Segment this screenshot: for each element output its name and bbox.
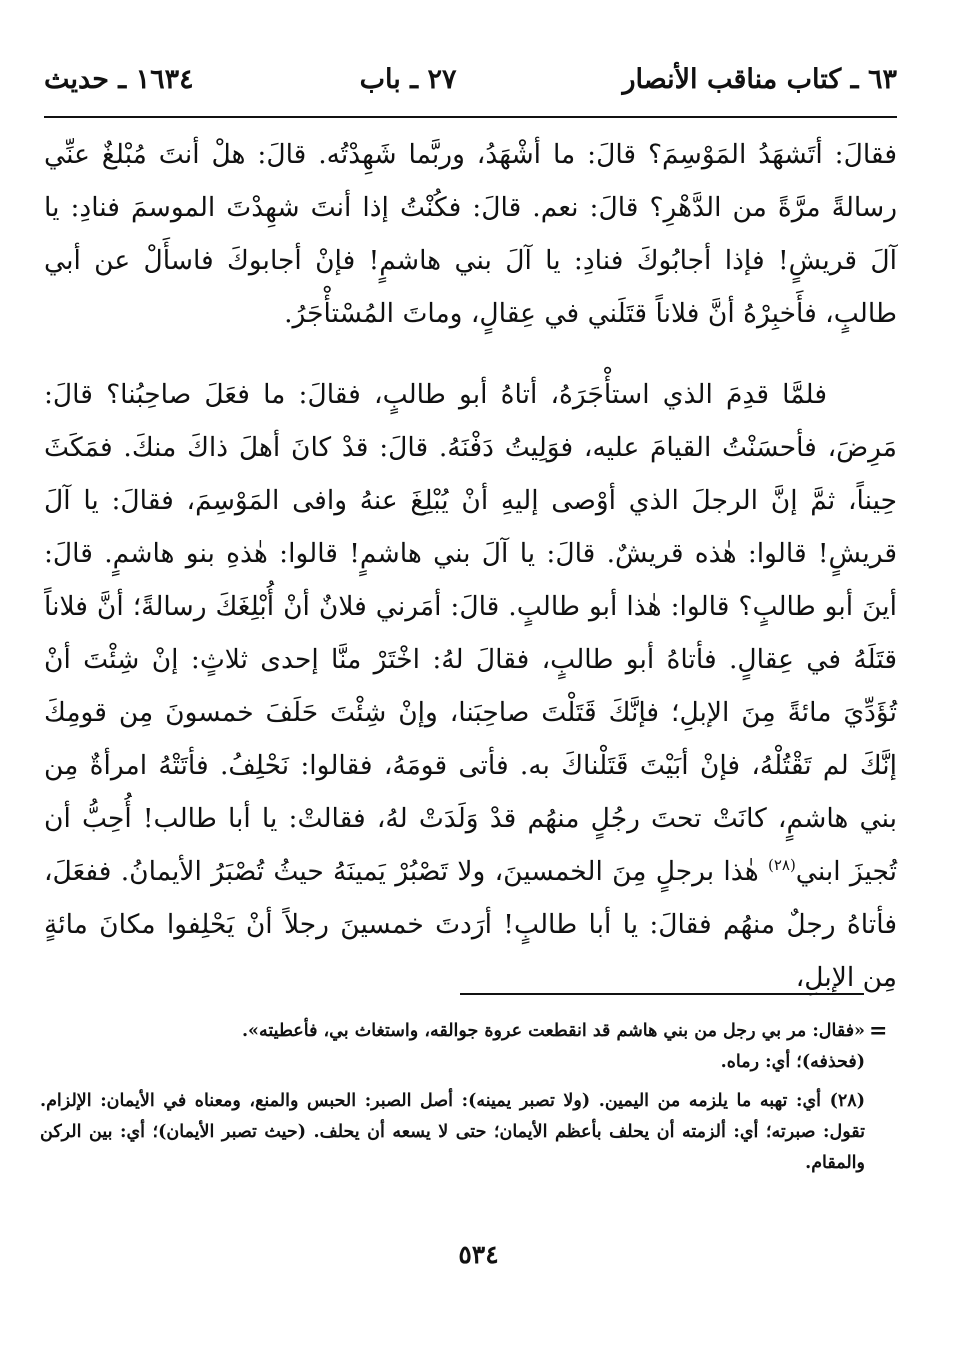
header-hadith-number: ١٦٣٤ ـ حديث (44, 63, 194, 95)
paragraph-1: فقالَ: أتَشهَدُ المَوْسِمَ؟ قالَ: ما أشْهَدُ، وربَّما شَهِدْتُه. قالَ: هلْ أنتَ مُبْلغٌ عنِّي رسالةً مرَّةً من الدَّهْرِ؟ قالَ: نعم. قالَ: فكُنْتُ إذا أنتَ شهِدْتَ الموسمَ فنادِ: يا آلَ قريشٍ! فإذا أجابُوكَ فنادِ: يا آلَ بني هاشمٍ! فإنْ أجابوكَ فاسأَلْ عن أبي طالبٍ، فأَخبِرْهُ أنَّ فلاناً قتَلَني في عِقالٍ، وماتَ المُسْتأْجَرُ. (44, 139, 897, 329)
header-section: ٢٧ ـ باب (359, 63, 457, 95)
footnote-continued-line-1: «فقال: مر بي رجل من بني هاشم قد انقطعت عروة جوالقه، واستغاث بي، فأعطيته». (241, 1021, 865, 1041)
header-divider (44, 116, 897, 118)
page-number: ٥٣٤ (458, 1240, 499, 1269)
paragraph-2 (44, 368, 897, 1004)
footnote-continuation-mark: = (869, 1018, 888, 1044)
footnote-reference-28: (٢٨) (767, 856, 796, 875)
running-header (44, 54, 897, 104)
paragraph-2-continuation: هٰذا برجلٍ مِنَ الخمسينَ، ولا تَصْبُرْ يَمينَهُ حيثُ تُصْبَرُ الأيمانُ. ففعَلَ، فأتاهُ رجلٌ منهُم فقالَ: يا أبا طالبٍ! أرَدتَ خمسينَ رجلاً أنْ يَحْلِفوا مكانَ مائةٍ مِن الإبلِ، (44, 856, 897, 993)
footnotes (40, 1016, 865, 1179)
footnote-28: (٢٨) أي: تهبه ما يلزمه من اليمين. (ولا تصبر يمينه): أصل الصبر: الحبس والمنع، ومعناه في الأيمان: الإلزام. تقول: صبرته؛ أي: ألزمته أن يحلف بأعظم الأيمان؛ حتى لا يسعه أن يحلف. (حيث تصبر الأيمان)؛ أي: بين الركن والمقام. (40, 1091, 865, 1173)
paragraph-2-text: فلمَّا قدِمَ الذي استأْجَرَهُ، أتاهُ أبو طالبٍ، فقالَ: ما فعَلَ صاحِبُنا؟ قالَ: مَرِضَ، فأحسَنْتُ القيامَ عليه، فوَلِيتُ دَفْنَهُ. قالَ: قدْ كانَ أهلَ ذاكَ منكَ. فمَكَثَ حِيناً، ثمَّ إنَّ الرجلَ الذي أوْصى إليهِ أنْ يُبْلِغَ عنهُ وافى المَوْسِمَ، فقالَ: يا آلَ قريشٍ! قالوا: هٰذه قريشٌ. قالَ: يا آلَ بني هاشمٍ! قالوا: هٰذهِ بنو هاشمٍ. قالَ: أينَ أبو طالبٍ؟ قالوا: هٰذا أبو طالبٍ. قالَ: أمَرني فلانٌ أنْ أُبْلِغَكَ رسالةً؛ أنَّ فلاناً قتَلَهُ في عِقالٍ. فأتاهُ أبو طالبٍ، فقالَ لهُ: اخْتَرْ منَّا إحدى ثلاثٍ: إنْ شِئْتَ أنْ تُؤَدِّيَ مائةً مِنَ الإبلِ؛ فإنَّكَ قَتَلْتَ صاحِبَنا، وإنْ شِئْتَ حَلَفَ خمسونَ مِن قومِكَ إنَّكَ لم تَقْتُلْهُ، فإنْ أبَيْتَ قَتَلْناكَ به. فأتى قومَهُ، فقالوا: نَحْلِفُ. فأتَتْهُ امرأةٌ مِن بني هاشمٍ، كانَتْ تحتَ رجُلٍ منهُم قدْ وَلَدَتْ لهُ، فقالتْ: يا أبا طالب! أُحِبُّ أن تُجيزَ ابني (44, 379, 897, 887)
footnote-divider (460, 993, 864, 995)
main-text (44, 128, 897, 1004)
header-chapter: ٦٣ ـ كتاب مناقب الأنصار (622, 63, 897, 95)
footnote-continued-line-2: (فحذفه)؛ أي: رماه. (720, 1052, 865, 1072)
